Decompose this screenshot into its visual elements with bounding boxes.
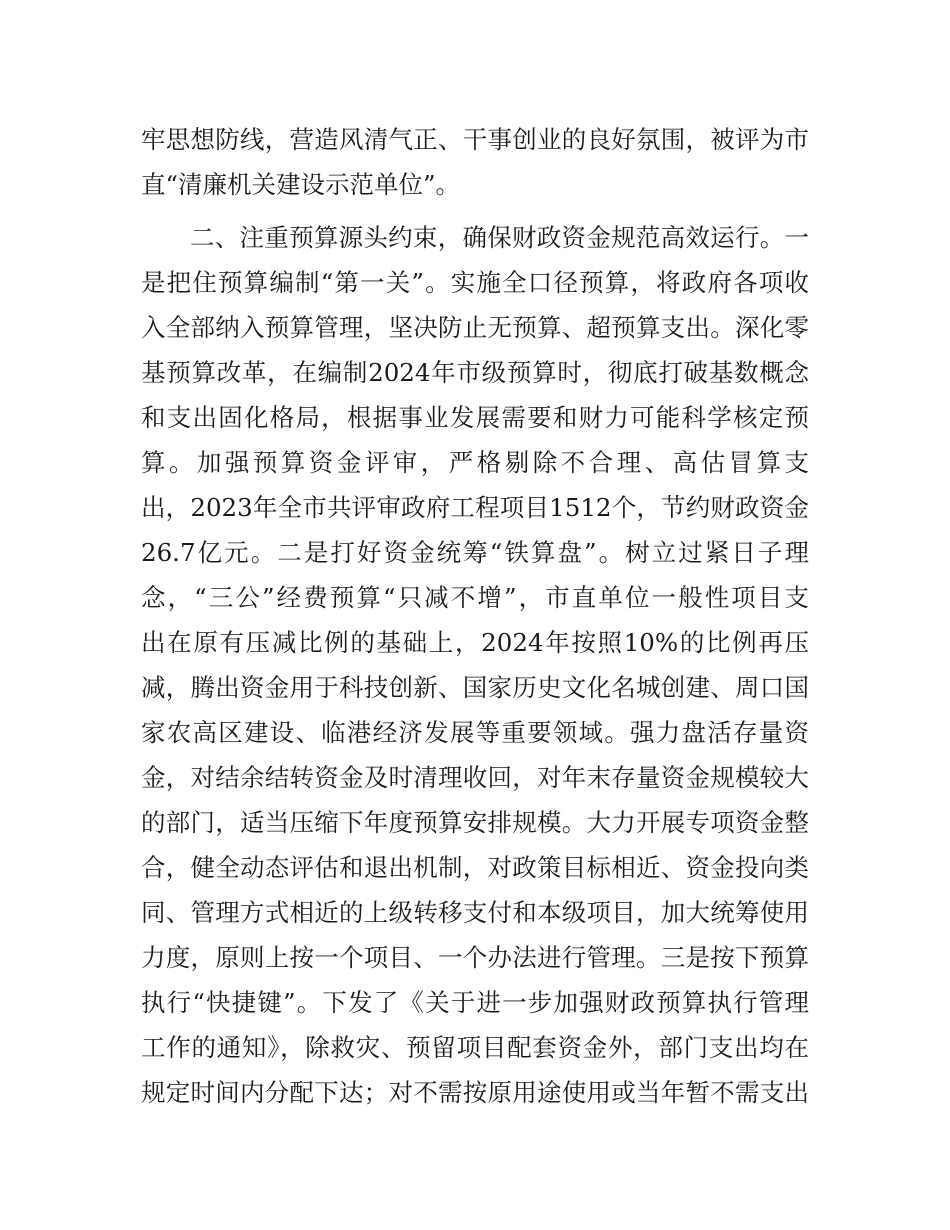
- text-line: 二、注重预算源头约束，确保财政资金规范高效运行。一: [190, 223, 809, 252]
- text-line: 念，“三公”经费预算“只减不增”，市直单位一般性项目支: [141, 583, 809, 612]
- text-line: 执行“快捷键”。下发了《关于进一步加强财政预算执行管理: [141, 988, 809, 1017]
- text-line: 的部门，适当压缩下年度预算安排规模。大力开展专项资金整: [141, 808, 809, 837]
- text-line: 减，腾出资金用于科技创新、国家历史文化名城创建、周口国: [141, 673, 809, 702]
- text-line: 和支出固化格局，根据事业发展需要和财力可能科学核定预: [141, 403, 809, 432]
- paragraph-2: [141, 215, 809, 1115]
- text-line: 家农高区建设、临港经济发展等重要领域。强力盘活存量资: [141, 718, 809, 747]
- text-line: 直“清廉机关建设示范单位”。: [141, 170, 461, 199]
- document-body: [141, 117, 809, 1115]
- text-line: 26.7亿元。二是打好资金统筹“铁算盘”。树立过紧日子理: [141, 538, 809, 567]
- text-line: 力度，原则上按一个项目、一个办法进行管理。三是按下预算: [141, 943, 809, 972]
- text-line: 入全部纳入预算管理，坚决防止无预算、超预算支出。深化零: [141, 313, 809, 342]
- text-line: 算。加强预算资金评审，严格剔除不合理、高估冒算支: [141, 448, 809, 477]
- text-line: 金，对结余结转资金及时清理收回，对年末存量资金规模较大: [141, 763, 809, 792]
- text-line: 出，2023年全市共评审政府工程项目1512个，节约财政资金: [141, 493, 809, 522]
- text-line: 基预算改革，在编制2024年市级预算时，彻底打破基数概念: [141, 358, 809, 387]
- text-line: 同、管理方式相近的上级转移支付和本级项目，加大统筹使用: [141, 898, 809, 927]
- paragraph-1: [141, 117, 809, 207]
- text-line: 出在原有压减比例的基础上，2024年按照10%的比例再压: [141, 628, 809, 657]
- text-line: 牢思想防线，营造风清气正、干事创业的良好氛围，被评为市: [141, 125, 809, 154]
- text-line: 是把住预算编制“第一关”。实施全口径预算，将政府各项收: [141, 268, 809, 297]
- text-line: 合，健全动态评估和退出机制，对政策目标相近、资金投向类: [141, 853, 809, 882]
- text-line: 工作的通知》，除救灾、预留项目配套资金外，部门支出均在: [141, 1033, 809, 1062]
- text-line: 规定时间内分配下达；对不需按原用途使用或当年暂不需支出: [141, 1078, 809, 1107]
